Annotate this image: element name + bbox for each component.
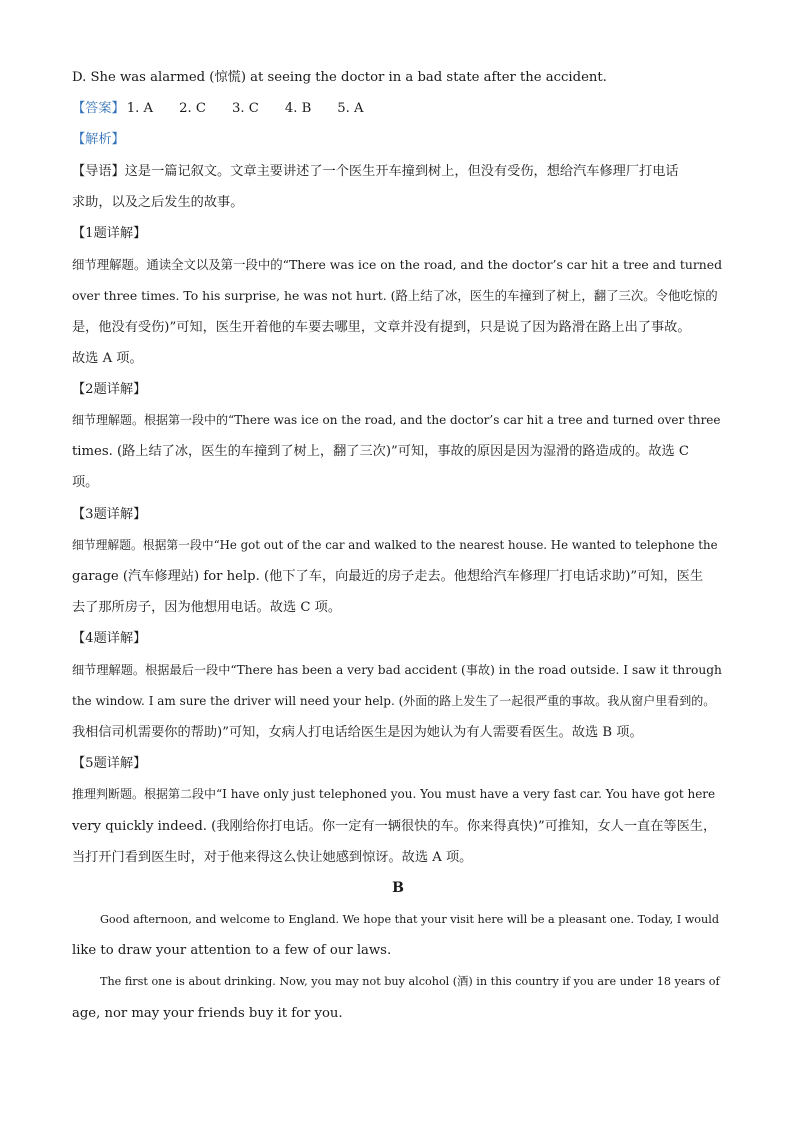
q5-line: 推理判断题。根据第二段中“I have only just telephoned you. You must have a very fast car. You have got here bbox=[72, 787, 716, 802]
guide-line: 求助，以及之后发生的故事。 bbox=[72, 194, 244, 210]
answer-item: 5. A bbox=[337, 101, 364, 117]
guide-line: 【导语】这是一篇记叙文。文章主要讲述了一个医生开车撞到树上，但没有受伤，想给汽车修理厂打电话 bbox=[72, 163, 679, 179]
answer-item: 3. C bbox=[231, 101, 259, 117]
passage-line: like to draw your attention to a few of our laws. bbox=[72, 943, 392, 959]
q2-title: 【2题详解】 bbox=[72, 381, 147, 397]
answer-item: 2. C bbox=[179, 101, 206, 117]
q1-line: 故选 A 项。 bbox=[72, 350, 143, 366]
option-d: D. She was alarmed (惊慌) at seeing the doctor in a bad state after the accident. bbox=[72, 70, 607, 85]
q1-title: 【1题详解】 bbox=[72, 225, 147, 241]
q5-line: 当打开门看到医生时，对于他来得这么快让她感到惊讶。故选 A 项。 bbox=[72, 849, 473, 865]
q4-line: the window. I am sure the driver will need your help. (外面的路上发生了一起很严重的事故。我从窗户里看到的。 bbox=[72, 693, 716, 708]
q5-line: very quickly indeed. (我刚给你打电话。你一定有一辆很快的车。你来得真快)”可推知，女人一直在等医生， bbox=[72, 818, 717, 834]
q4-line: 细节理解题。根据最后一段中“There has been a very bad accident (事故) in the road outside. I saw it through bbox=[72, 662, 722, 677]
q5-title: 【5题详解】 bbox=[72, 756, 147, 772]
section-b-title: B bbox=[392, 879, 404, 896]
q3-line: garage (汽车修理站) for help. (他下了车，向最近的房子走去。他想给汽车修理厂打电话求助)”可知，医生 bbox=[72, 569, 704, 584]
passage-line: Good afternoon, and welcome to England. We hope that your visit here will be a pleasant one. Today, I would bbox=[100, 913, 719, 927]
q1-line: 是，他没有受伤)”可知，医生开着他的车要去哪里，文章并没有提到，只是说了因为路滑在路上出了事故。 bbox=[72, 319, 691, 335]
q4-line: 我相信司机需要你的帮助)”可知，女病人打电话给医生是因为她认为有人需要看医生。故选 B 项。 bbox=[72, 724, 643, 740]
q3-title: 【3题详解】 bbox=[72, 506, 147, 522]
q2-line: times. (路上结了冰，医生的车撞到了树上，翻了三次)”可知，事故的原因是因为湿滑的路造成的。故选 C bbox=[72, 444, 689, 460]
q1-line: 细节理解题。通读全文以及第一段中的“There was ice on the road, and the doctor’s car hit a tree and turned bbox=[72, 257, 723, 273]
answer-line bbox=[72, 93, 724, 124]
answer-tag: 【答案】 bbox=[72, 101, 125, 117]
answer-item: 4. B bbox=[284, 101, 312, 117]
q3-line: 去了那所房子，因为他想用电话。故选 C 项。 bbox=[72, 600, 342, 616]
document-page bbox=[72, 62, 724, 1029]
passage-line: The first one is about drinking. Now, you may not buy alcohol (酒) in this country if you are under 18 years of bbox=[100, 975, 720, 989]
q2-line: 项。 bbox=[72, 475, 99, 491]
q2-line: 细节理解题。根据第一段中的“There was ice on the road, and the doctor’s car hit a tree and turned over three bbox=[72, 413, 721, 428]
q4-title: 【4题详解】 bbox=[72, 631, 147, 647]
passage-line: age, nor may your friends buy it for you. bbox=[72, 1005, 343, 1021]
q3-line: 细节理解题。根据第一段中“He got out of the car and walked to the nearest house. He wanted to telephone the bbox=[72, 537, 718, 552]
q1-line: over three times. To his surprise, he was not hurt. (路上结了冰，医生的车撞到了树上，翻了三次。令他吃惊的 bbox=[72, 288, 718, 304]
answer-item: 1. A bbox=[126, 101, 154, 117]
analysis-tag: 【解析】 bbox=[72, 132, 125, 148]
